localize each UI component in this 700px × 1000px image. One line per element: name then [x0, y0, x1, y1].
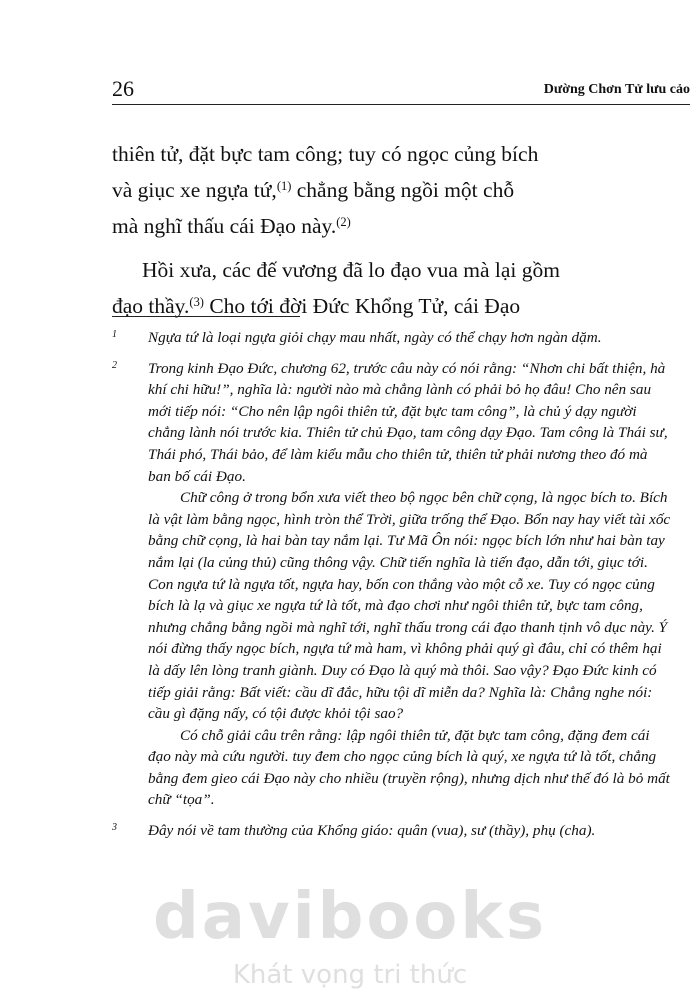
footnote-continuation: Chữ công ở trong bổn xưa viết theo bộ ngọc bên chữ cọng, là ngọc bích to. Bích là vật làm bằng ngọc, hình tròn thể Trời, giữa trống thể Đạo. Bổn nay hay viết tài xốc bằng chữ cọng, là hai bàn tay nắm lại. Tư Mã Ôn nói: ngọc bích lớn như hai bàn tay nắm lại (la củng thủ) cũng thông vậy. Chữ tiến nghĩa là tiến đạo, dẫn tới, giục tới. Con ngựa tứ là ngựa tốt, ngựa hay, bốn con thắng vào một cỗ xe. Tuy có ngọc củng bích là lạ và giục xe ngựa tứ là tốt, mà đạo chơi như ngôi thiên tử, bực tam công, nhưng chẳng bằng ngồi mà nghĩ tới, nghĩ thấu trong cái đạo thanh tịnh vô dục này. Ý nói đừng thấy ngọc bích, ngựa tứ mà ham, vì không phải quý gì đâu, chỉ có thêm hại là dấy lên lòng tranh giành. Duy có Đạo là quý mà thôi. Sao vậy? Đạo Đức kinh có tiếp giải rằng: Bất viết: cầu dĩ đắc, hữu tội dĩ miễn da? Nghĩa là: Chẳng nghe nói: cầu gì đặng nấy, có tội được khỏi tội sao?: [148, 489, 671, 723]
running-title: Dường Chơn Tử lưu cảo: [543, 82, 690, 97]
watermark-slogan: Khát vọng tri thức: [232, 960, 468, 990]
footnote-ref-1: (1): [276, 179, 292, 194]
text-line: chẳng bằng ngồi một chỗ: [291, 178, 515, 202]
footnote-continuation: Có chỗ giải câu trên rằng: lập ngôi thiên tử, đặt bực tam công, đặng đem cái đạo này mà cứu người. tuy đem cho ngọc củng bích là quý, xe ngựa tứ là tốt, chẳng bằng đem gieo cái Đạo này cho nhiều (truyền rộng), nhưng dịch như thế đó là bỏ mất chữ “tọa”.: [148, 726, 670, 809]
footnote-ref-2: (2): [336, 215, 351, 230]
footnote-1: [112, 324, 674, 349]
watermark-logo: davibooks: [152, 880, 548, 954]
footnote-number: 2: [112, 359, 117, 371]
footnote-3: [112, 817, 674, 842]
footnote-text: Trong kinh Đạo Đức, chương 62, trước câu này có nói rằng: “Nhơn chi bất thiện, hà khí chi hữu!”, nghĩa là: người nào mà chẳng lành có phải bỏ họ đâu! Cho nên sau mới tiếp nói: “Cho nên lập ngôi thiên tử, đặt bực tam công”, là chủ ý dạy người chẳng lành nói trước kia. Thiên tử chủ Đạo, tam công dạy Đạo. Tam công là Thái sư, Thái phó, Thái bảo, để làm kiểu mẫu cho thiên tử, thiên tử phải nương theo đó mà ban bố cái Đạo.: [148, 359, 668, 485]
text-line: và giục xe ngựa tứ,: [112, 178, 277, 202]
text-line: Cho tới đời Đức Khổng Tử, cái Đạo: [203, 294, 521, 318]
page-header: [112, 76, 690, 106]
page-number: 26: [112, 76, 134, 101]
text-line: đạo thầy.: [112, 294, 190, 318]
paragraph-2: [112, 252, 690, 324]
text-line: mà nghĩ thấu cái Đạo này.: [112, 214, 337, 238]
header-rule: [112, 104, 690, 105]
footnotes: [112, 324, 674, 842]
footnote-number: 3: [112, 822, 117, 834]
footnote-text: Đây nói về tam thường của Khổng giáo: quân (vua), sư (thầy), phụ (cha).: [148, 822, 596, 840]
footnote-ref-3: (3): [189, 295, 204, 310]
footnote-2: [112, 355, 674, 811]
footnote-rule: [112, 316, 300, 317]
text-line: Hồi xưa, các đế vương đã lo đạo vua mà lại gồm: [142, 258, 560, 282]
footnote-number: 1: [112, 329, 117, 340]
paragraph-1: [112, 136, 690, 244]
text-line: thiên tử, đặt bực tam công; tuy có ngọc củng bích: [112, 142, 539, 166]
footnote-text: Ngựa tứ là loại ngựa giỏi chạy mau nhất, ngày có thể chạy hơn ngàn dặm.: [148, 329, 602, 346]
main-text: [112, 136, 690, 324]
